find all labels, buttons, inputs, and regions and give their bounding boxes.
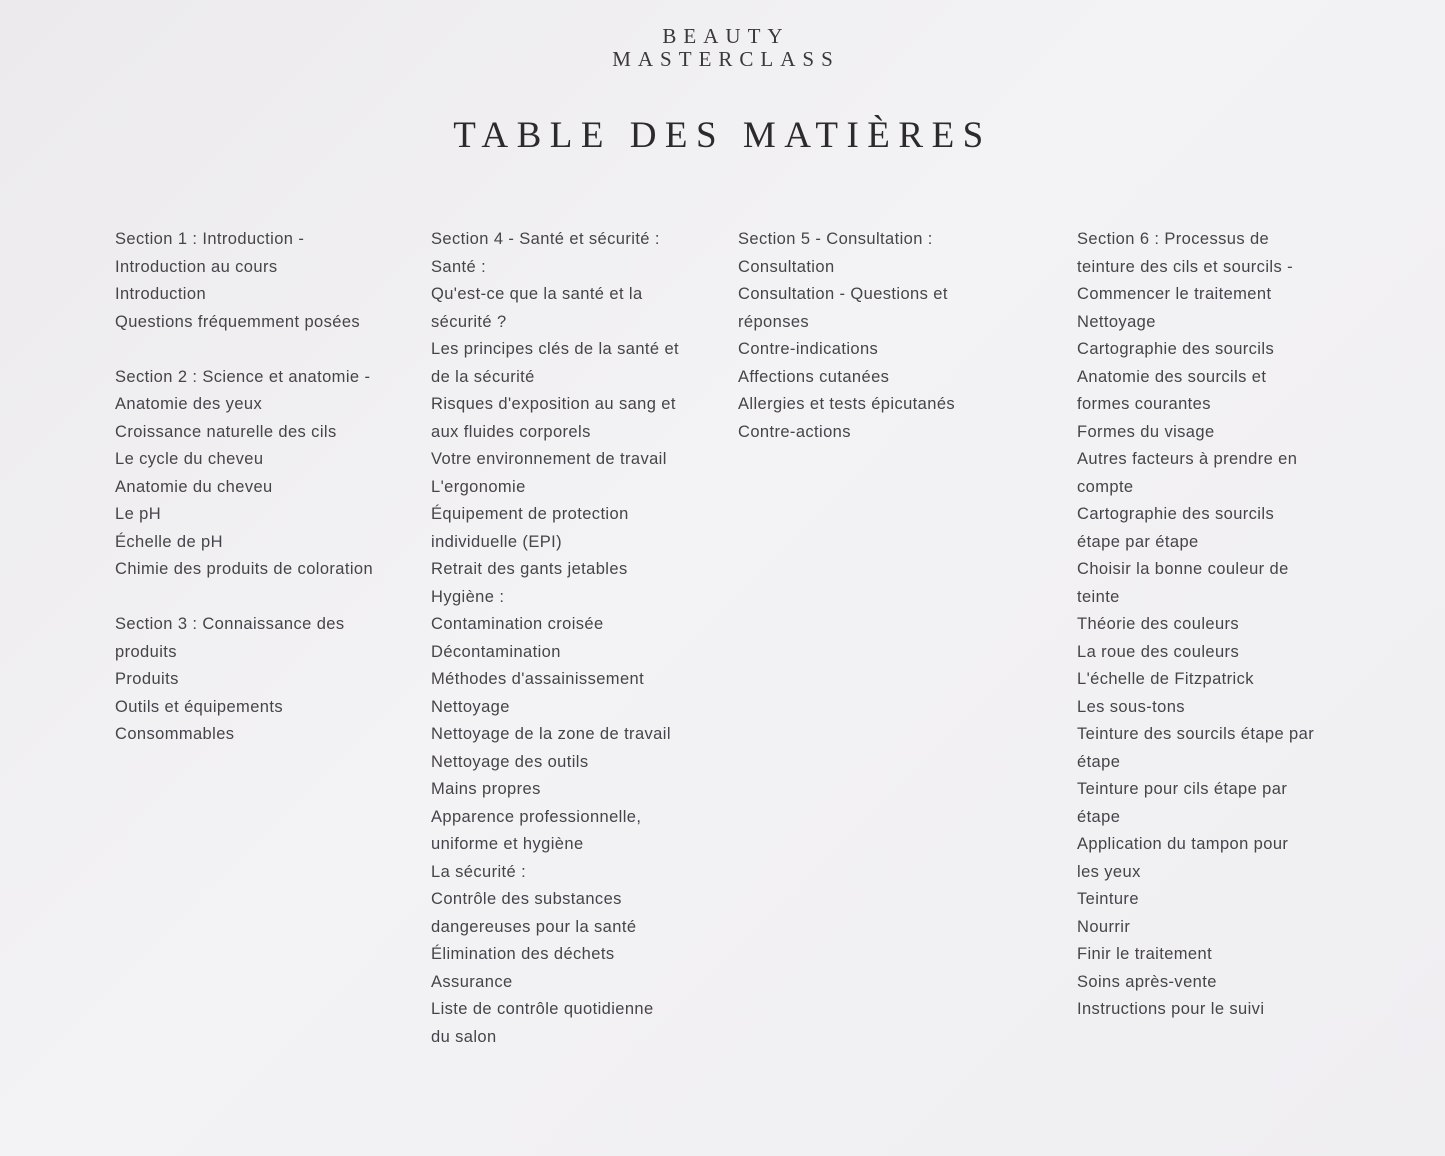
toc-entry: Contamination croisée <box>431 615 604 633</box>
toc-section-heading: Section 1 : Introduction - <box>115 230 305 248</box>
toc-entry: Autres facteurs à prendre en <box>1077 450 1298 468</box>
toc-entry: Échelle de pH <box>115 532 223 551</box>
toc-entry: Santé : <box>431 257 487 276</box>
toc-entry: Introduction <box>115 285 207 303</box>
toc-entry: Décontamination <box>431 642 561 661</box>
toc-column-4 <box>1077 226 1339 1024</box>
toc-entry: Chimie des produits de coloration <box>115 560 374 578</box>
toc-entry: Instructions pour le suivi <box>1077 1000 1265 1018</box>
toc-section-heading: Section 4 - Santé et sécurité : <box>431 230 660 248</box>
toc-entry: étape <box>1077 807 1121 826</box>
toc-entry: Anatomie des yeux <box>115 395 263 413</box>
toc-entry: étape par étape <box>1077 532 1199 551</box>
toc-entry: réponses <box>738 312 810 331</box>
toc-entry: Formes du visage <box>1077 422 1215 441</box>
toc-entry: de la sécurité <box>431 367 535 386</box>
toc-entry: Le pH <box>115 505 162 523</box>
toc-entry: Les sous-tons <box>1077 697 1185 716</box>
toc-entry: L'échelle de Fitzpatrick <box>1077 670 1254 688</box>
toc-entry: Soins après-vente <box>1077 972 1217 991</box>
toc-entry: Application du tampon pour <box>1077 835 1289 853</box>
toc-column-3 <box>738 226 988 446</box>
page-title: TABLE DES MATIÈRES <box>453 115 992 156</box>
toc-entry: La sécurité : <box>431 862 527 881</box>
toc-entry: Votre environnement de travail <box>431 450 667 468</box>
toc-entry: produits <box>115 642 177 661</box>
toc-entry: Affections cutanées <box>738 367 890 386</box>
toc-entry: Apparence professionnelle, <box>431 807 642 826</box>
toc-entry: Cartographie des sourcils <box>1077 340 1275 358</box>
toc-entry: Finir le traitement <box>1077 945 1213 963</box>
toc-entry: Contre-actions <box>738 422 851 441</box>
section-spacer <box>115 336 410 364</box>
toc-entry: Consultation - Questions et <box>738 285 948 303</box>
toc-entry: dangereuses pour la santé <box>431 917 637 936</box>
toc-section-heading: Section 6 : Processus de <box>1077 230 1270 248</box>
toc-entry: Introduction au cours <box>115 257 278 276</box>
toc-entry: sécurité ? <box>431 312 507 331</box>
toc-entry: compte <box>1077 477 1134 496</box>
toc-entry: Le cycle du cheveu <box>115 450 264 468</box>
toc-entry: Élimination des déchets <box>431 945 615 963</box>
toc-entry: étape <box>1077 752 1121 771</box>
toc-entry: Consultation <box>738 257 835 276</box>
brand-logo <box>0 25 1445 71</box>
toc-entry: Croissance naturelle des cils <box>115 422 337 441</box>
toc-entry: Liste de contrôle quotidienne <box>431 1000 654 1018</box>
toc-entry: teinture des cils et sourcils - <box>1077 257 1293 276</box>
brand-line-2: MASTERCLASS <box>612 47 840 71</box>
toc-entry: Anatomie des sourcils et <box>1077 367 1267 386</box>
toc-entry: aux fluides corporels <box>431 422 591 441</box>
toc-entry: Méthodes d'assainissement <box>431 670 645 688</box>
toc-entry: Nettoyage <box>431 697 510 716</box>
toc-entry: Retrait des gants jetables <box>431 560 628 578</box>
toc-entry: Nettoyage des outils <box>431 752 589 771</box>
toc-entry: teinte <box>1077 587 1120 606</box>
toc-entry: Choisir la bonne couleur de <box>1077 560 1289 578</box>
toc-entry: Cartographie des sourcils <box>1077 505 1275 523</box>
toc-entry: les yeux <box>1077 862 1141 881</box>
toc-entry: Questions fréquemment posées <box>115 312 361 331</box>
toc-entry: individuelle (EPI) <box>431 532 563 551</box>
toc-column-1 <box>115 226 410 749</box>
toc-entry: Risques d'exposition au sang et <box>431 395 676 413</box>
toc-entry: Contre-indications <box>738 340 879 358</box>
toc-entry: Nettoyage <box>1077 312 1156 331</box>
toc-entry: Assurance <box>431 972 513 991</box>
toc-section-heading: Section 2 : Science et anatomie - <box>115 367 371 386</box>
toc-section-heading: Section 5 - Consultation : <box>738 230 933 248</box>
brand-line-1: BEAUTY <box>662 24 790 48</box>
toc-entry: Hygiène : <box>431 587 505 606</box>
toc-entry: formes courantes <box>1077 395 1211 413</box>
toc-entry: Les principes clés de la santé et <box>431 340 680 358</box>
toc-entry: Produits <box>115 670 179 688</box>
toc-entry: Commencer le traitement <box>1077 285 1272 303</box>
toc-column-2 <box>431 226 701 1051</box>
toc-entry: Outils et équipements <box>115 697 283 716</box>
toc-entry: Qu'est-ce que la santé et la <box>431 285 643 303</box>
toc-entry: Contrôle des substances <box>431 890 622 908</box>
toc-entry: Teinture des sourcils étape par <box>1077 725 1315 743</box>
toc-entry: Mains propres <box>431 780 541 798</box>
toc-entry: Équipement de protection <box>431 505 629 523</box>
toc-entry: Teinture <box>1077 890 1139 908</box>
toc-entry: Nourrir <box>1077 917 1131 936</box>
toc-entry: L'ergonomie <box>431 477 526 496</box>
toc-entry: Allergies et tests épicutanés <box>738 395 956 413</box>
toc-entry: Consommables <box>115 725 235 743</box>
toc-section-heading: Section 3 : Connaissance des <box>115 615 345 633</box>
section-spacer <box>115 584 410 612</box>
toc-entry: La roue des couleurs <box>1077 642 1240 661</box>
toc-entry: uniforme et hygiène <box>431 835 584 853</box>
toc-entry: Anatomie du cheveu <box>115 477 273 496</box>
toc-entry: Nettoyage de la zone de travail <box>431 725 671 743</box>
toc-entry: Teinture pour cils étape par <box>1077 780 1288 798</box>
toc-entry: Théorie des couleurs <box>1077 615 1240 633</box>
toc-entry: du salon <box>431 1027 497 1046</box>
